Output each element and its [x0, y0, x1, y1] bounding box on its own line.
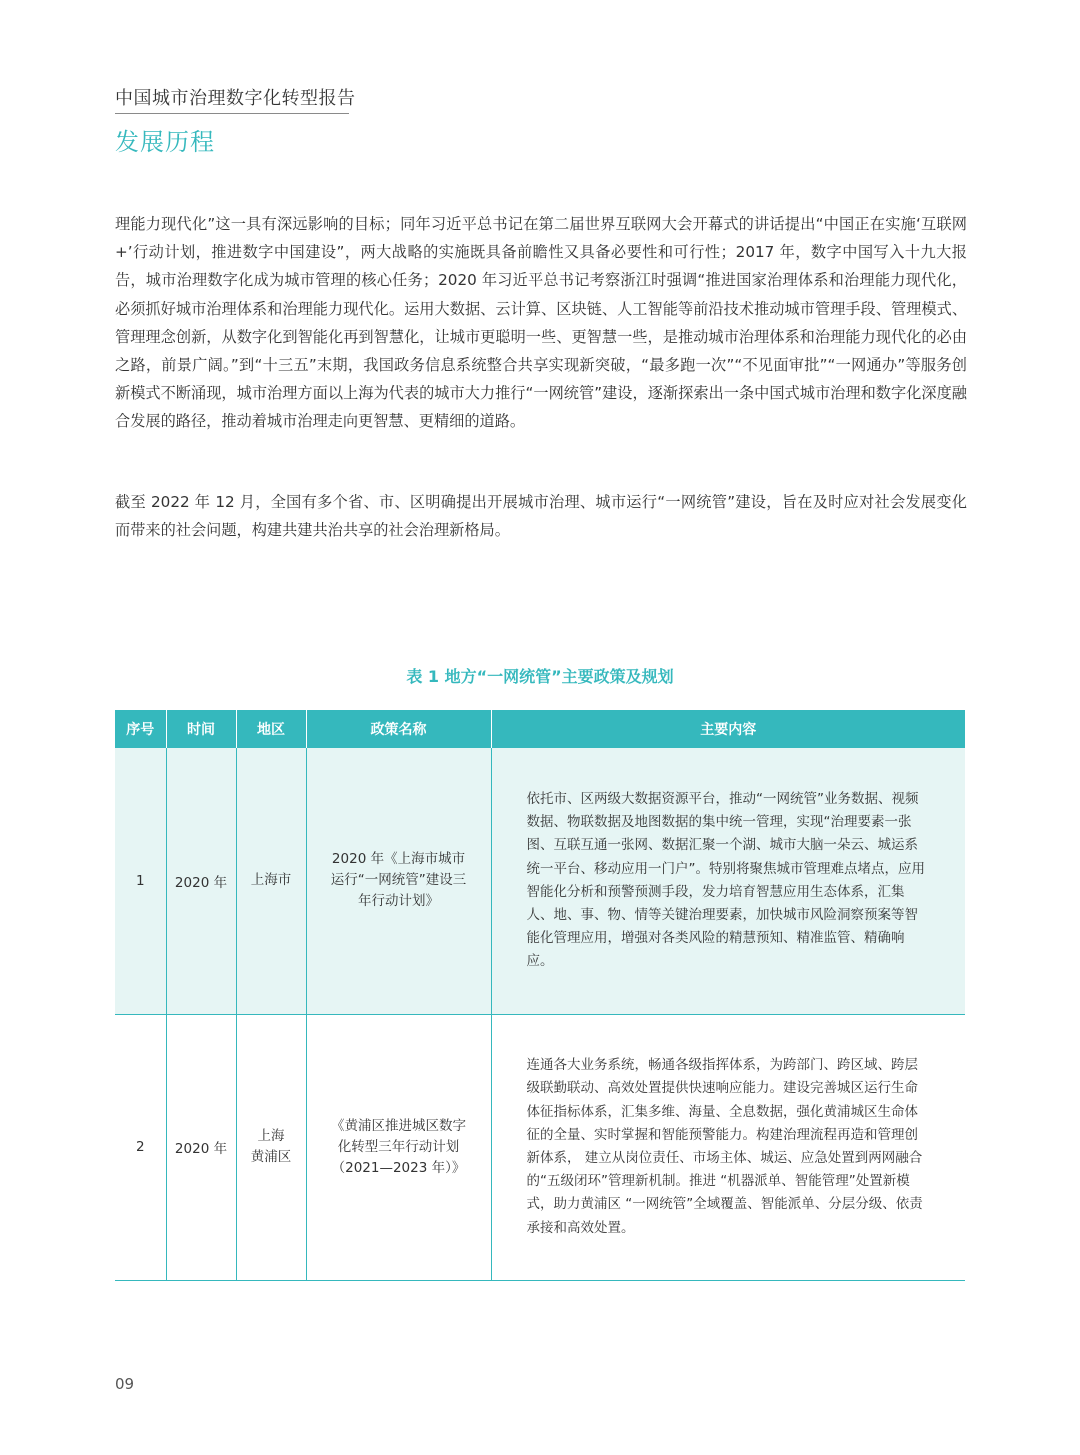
header-content: 主要内容: [491, 710, 965, 748]
cell-time: 2020 年: [166, 748, 236, 1014]
page-number: 09: [115, 1375, 135, 1393]
header-time: 时间: [166, 710, 236, 748]
cell-time: 2020 年: [166, 1014, 236, 1280]
header-policy: 政策名称: [306, 710, 491, 748]
cell-region: 上海 黄浦区: [236, 1014, 306, 1280]
policy-table: [115, 710, 965, 1281]
cell-content: 连通各大业务系统，畅通各级指挥体系，为跨部门、跨区域、跨层级联勤联动、高效处置提供快速响应能力。建设完善城区运行生命体征指标体系，汇集多维、海量、全息数据，强化黄浦城区生命体征的全量、实时掌握和智能预警能力。构建治理流程再造和管理创新体系， 建立从岗位责任、市场主体、城运、应急处置到两网融合的“五级闭环”管理新机制。推进 “机器派单、智能管理”处置新模式，助力黄浦区 “一网统管”全域覆盖、智能派单、分层分级、依责承接和高效处置。: [491, 1014, 965, 1280]
table-caption: 表 1 地方“一网统管”主要政策及规划: [406, 667, 674, 686]
table-row: [115, 1014, 965, 1280]
header-region: 地区: [236, 710, 306, 748]
cell-policy: 《黄浦区推进城区数字化转型三年行动计划（2021—2023 年）》: [306, 1014, 491, 1280]
cell-region: 上海市: [236, 748, 306, 1014]
header-divider: [115, 113, 349, 114]
body-paragraph-1: 理能力现代化”这一具有深远影响的目标；同年习近平总书记在第二届世界互联网大会开幕式的讲话提出“中国正在实施‘互联网+’行动计划，推进数字中国建设”，两大战略的实施既具备前瞻性又具备必要性和可行性；2017 年，数字中国写入十九大报告，城市治理数字化成为城市管理的核心任务；2020 年习近平总书记考察浙江时强调“推进国家治理体系和治理能力现代化，必须抓好城市治理体系和治理能力现代化。运用大数据、云计算、区块链、人工智能等前沿技术推动城市管理手段、管理模式、管理理念创新，从数字化到智能化再到智慧化，让城市更聪明一些、更智慧一些，是推动城市治理体系和治理能力现代化的必由之路，前景广阔。”到“十三五”末期，我国政务信息系统整合共享实现新突破，“最多跑一次”“不见面审批”“一网通办”等服务创新模式不断涌现，城市治理方面以上海为代表的城市大力推行“一网统管”建设，逐渐探索出一条中国式城市治理和数字化深度融合发展的路径，推动着城市治理走向更智慧、更精细的道路。: [115, 215, 967, 431]
table-row: [115, 748, 965, 1014]
body-paragraph-2: 截至 2022 年 12 月，全国有多个省、市、区明确提出开展城市治理、城市运行“一网统管”建设，旨在及时应对社会发展变化而带来的社会问题，构建共建共治共享的社会治理新格局。: [115, 493, 967, 540]
cell-policy: 2020 年《上海市城市运行“一网统管”建设三年行动计划》: [306, 748, 491, 1014]
report-title: 中国城市治理数字化转型报告: [115, 88, 356, 109]
cell-index: 1: [115, 748, 166, 1014]
cell-content: 依托市、区两级大数据资源平台，推动“一网统管”业务数据、视频数据、物联数据及地图数据的集中统一管理，实现“治理要素一张图、互联互通一张网、数据汇聚一个湖、城市大脑一朵云、城运系统一平台、移动应用一门户”。特别将聚焦城市管理难点堵点，应用智能化分析和预警预测手段，发力培育智慧应用生态体系，汇集人、地、事、物、情等关键治理要素，加快城市风险洞察预案等智能化管理应用，增强对各类风险的精慧预知、精准监管、精确响应。: [491, 748, 965, 1014]
section-title: 发展历程: [115, 128, 215, 156]
header-index: 序号: [115, 710, 166, 748]
cell-index: 2: [115, 1014, 166, 1280]
table-header-row: [115, 710, 965, 748]
